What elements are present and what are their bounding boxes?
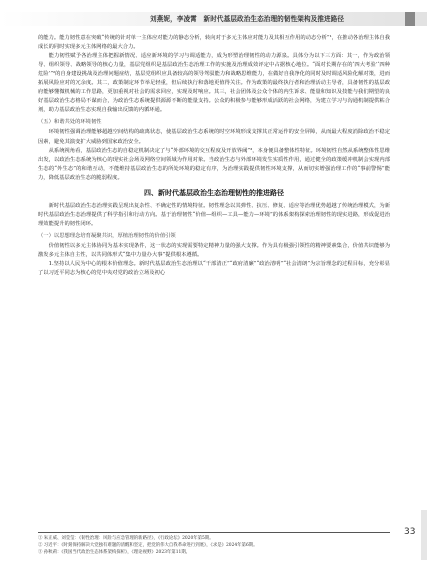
- body-paragraph: 能力韧性赋予各治理主体把握新情况、适应新环境的学习与调适能力，成为形塑治理韧性的动力源泉。具体分为以下三方面：其一，作为政治领导、组织领导、战略领导的核心力量，基层党组织是基层政治生态治理工作的实施及治理成效评定中占据核心地位。“面对长期存在的‘四大考验’‘四种危险’”²的自身建设挑战及治理问题症结，基层党组织应具备较高的领导驾驭能力和战略思维能力，在做好自我净化的同时及时调适风险化解对策，进而拓展风险应对的冗余度。其二，政策制定环节举足轻重，但后续执行和落地更值得关注。作为政策的最终执行者和治理活动主导者，具备韧性的基层政府能够懂微机械的工作思路，更加重视对社会的需求回应，实现及时响应。其三，社会团体及公众个体的内生诉求、能量和知识及技能与我们期望的良好基层政治生态格局不谋而合，为政治生态系统提供源源不断的能量支持。公众的积极参与能够形成活跃的社会网络，为建立学习与沟通机制提供粘合剂，助力基层政治生态实现自我输出反馈的内循环通。: [38, 53, 390, 114]
- header-title: 刘燕妮，李凌霄 新时代基层政治生态治理的韧性架构及推进路径: [150, 15, 345, 23]
- body-paragraph: 环境韧性强调治理能够超越空间结构的疏离状态，使基层政治生态系统的时空环境形成支撑其正常运作的安全屏障，从而最大程度消除政治不稳定因素，避免其演变扩大威胁到国家政治安全。: [38, 129, 390, 145]
- body-paragraph: 的能力。能力韧性意在突破“传统的针对单一主体应对能力的静态分析，转向对于多元主体应对能力及其相互作用的动态分析”¹，在推动各治理主体自我成长的同时实现多元主体网络的最大合力。: [38, 35, 390, 51]
- footnote: ① 朱正威、刘莹莹：《韧性治理：风险与应急管理的新路径》，《行政论坛》2020年第5期。: [38, 536, 214, 541]
- sub-heading-environment-resilience: （五）和谐共处的环境韧性: [38, 119, 102, 126]
- footnotes: [38, 532, 390, 556]
- section-heading: 四、新时代基层政治生态治理韧性的推进路径: [144, 188, 284, 197]
- body-paragraph: 价值韧性以多元主体协同为基本实现条件，这一状态的实现需要特定精神力量的强大支撑。作为具有极强引领性的精神要素集合，价值共识能够为激发多元主体自主性，以共同体形式“集中力量办大事”提供根本遵循。: [38, 242, 390, 259]
- page-number: 33: [404, 527, 416, 537]
- footnote: ③ 孙秋莉：《我国当代政治生态体系架构探析》，《理论视野》2023年第11期。: [38, 550, 191, 555]
- body-paragraph: 从系统视角看，基层政治生态的自稳定机制决定了与“外部环境的交互程度及开放界阈”³，本身便具备整体性特征。环境韧性自然从系统整体性思维出发，以政治生态系统为核心的现实社会场及网络空间领域为作用对象。当政治生态与外部环境发生实质性作用，通过健全的政策缓冲机制会实现内部生态的“外生态”的和谐互动，不能维持基层政治生态的所处环境的稳定有序，为治理实践提供韧性环境支撑，从而切实增强治理工作的“事前警惕”能力，降低基层政治生态的脆弱程度。: [38, 147, 390, 181]
- body-paragraph: 1.坚持以人民为中心的根本价值理念。新时代基层政治生态治理以“干部清正”“政府清廉”“政治清明”“社会清朗”为宗旨理念的过程目标，充分彰显了以习近平同志为核心的党中央对党的政治立场及初心: [38, 261, 390, 277]
- article-body: [38, 34, 390, 278]
- sub-heading-value-guidance: （一）以思想理念培育凝聚共识，厚植治理韧性的价值引领: [38, 232, 176, 239]
- header-marker: [405, 12, 415, 26]
- footnote: ② 习近平：《时刻保持解决大党独有难题的清醒和坚定，把党的伟大自我革命进行到底》，《求是》2024年第6期。: [38, 543, 258, 548]
- body-paragraph: 新时代基层政治生态治理实践呈现出复杂性、不确定性的情境特征。韧性理念以其弹性、抗压、修复、适应等治理优势超越了传统治理模式，为新时代基层政治生态治理提供了科学指引和行动方向。基于治理韧性“价值—组织—工具—能力—环境”的体系架构探索治理韧性的现实进路，形成促进治理效能提升的韧性闭环。: [38, 202, 390, 227]
